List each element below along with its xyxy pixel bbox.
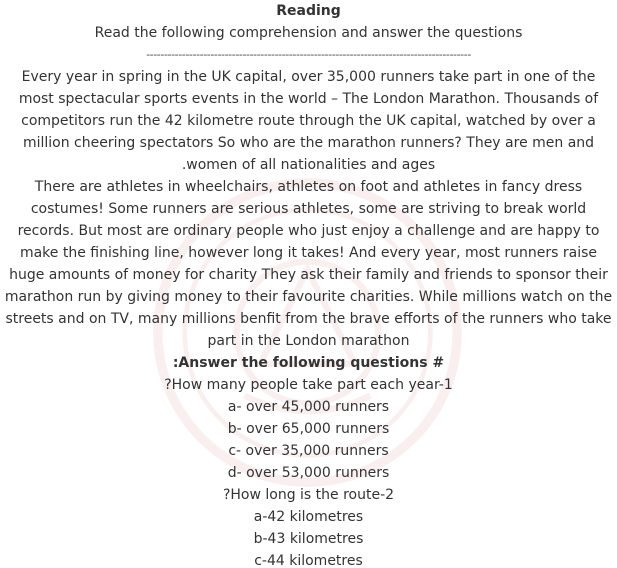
passage-line: huge amounts of money for charity They ask their family and friends to sponsor their [9,267,608,283]
question-2-option-c: c-44 kilometres [254,553,363,568]
question-1-option-c: c- over 35,000 runners [228,443,389,459]
passage-line: records. But most are ordinary people who just enjoy a challenge and are happy to [17,223,600,239]
passage-line: marathon run by giving money to their favourite charities. While millions watch on the [4,289,613,305]
passage-line: costumes! Some runners are serious athletes, some are striving to break world [30,201,587,217]
instruction-text: Read the following comprehension and answer the questions [94,25,523,41]
question-2-option-a: a-42 kilometres [253,509,364,525]
passage-line: most spectacular sports events in the world – The London Marathon. Thousands of [18,91,599,107]
question-1-text: ?How many people take part each year-1 [164,377,453,393]
question-1-option-a: a- over 45,000 runners [227,399,390,415]
passage-line: part in the London marathon [207,333,410,349]
passage-line: .women of all nationalities and ages [181,157,436,173]
passage-line: competitors run the 42 kilometre route through the UK capital, watched by over a [21,113,596,129]
passage-line: streets and on TV, many millions benfit from the brave efforts of the runners who take [5,311,612,327]
question-1-option-d: d- over 53,000 runners [227,465,390,481]
passage-line: There are athletes in wheelchairs, athletes on foot and athletes in fancy dress [34,179,583,195]
passage-line: make the finishing line, however long it takes! And every year, most runners raise [19,245,598,261]
questions-heading: :Answer the following questions # [172,355,445,371]
passage-line: Every year in spring in the UK capital, over 35,000 runners take part in one of the [21,69,596,85]
page-title: Reading [276,3,341,19]
question-1-option-b: b- over 65,000 runners [227,421,390,437]
divider-line: ------------------------------------------------------------------------------------------- [146,48,471,61]
question-2-text: ?How long is the route-2 [222,487,395,503]
question-2-option-b: b-43 kilometres [253,531,364,547]
passage-line: million cheering spectators So who are the marathon runners? They are men and [22,135,595,151]
